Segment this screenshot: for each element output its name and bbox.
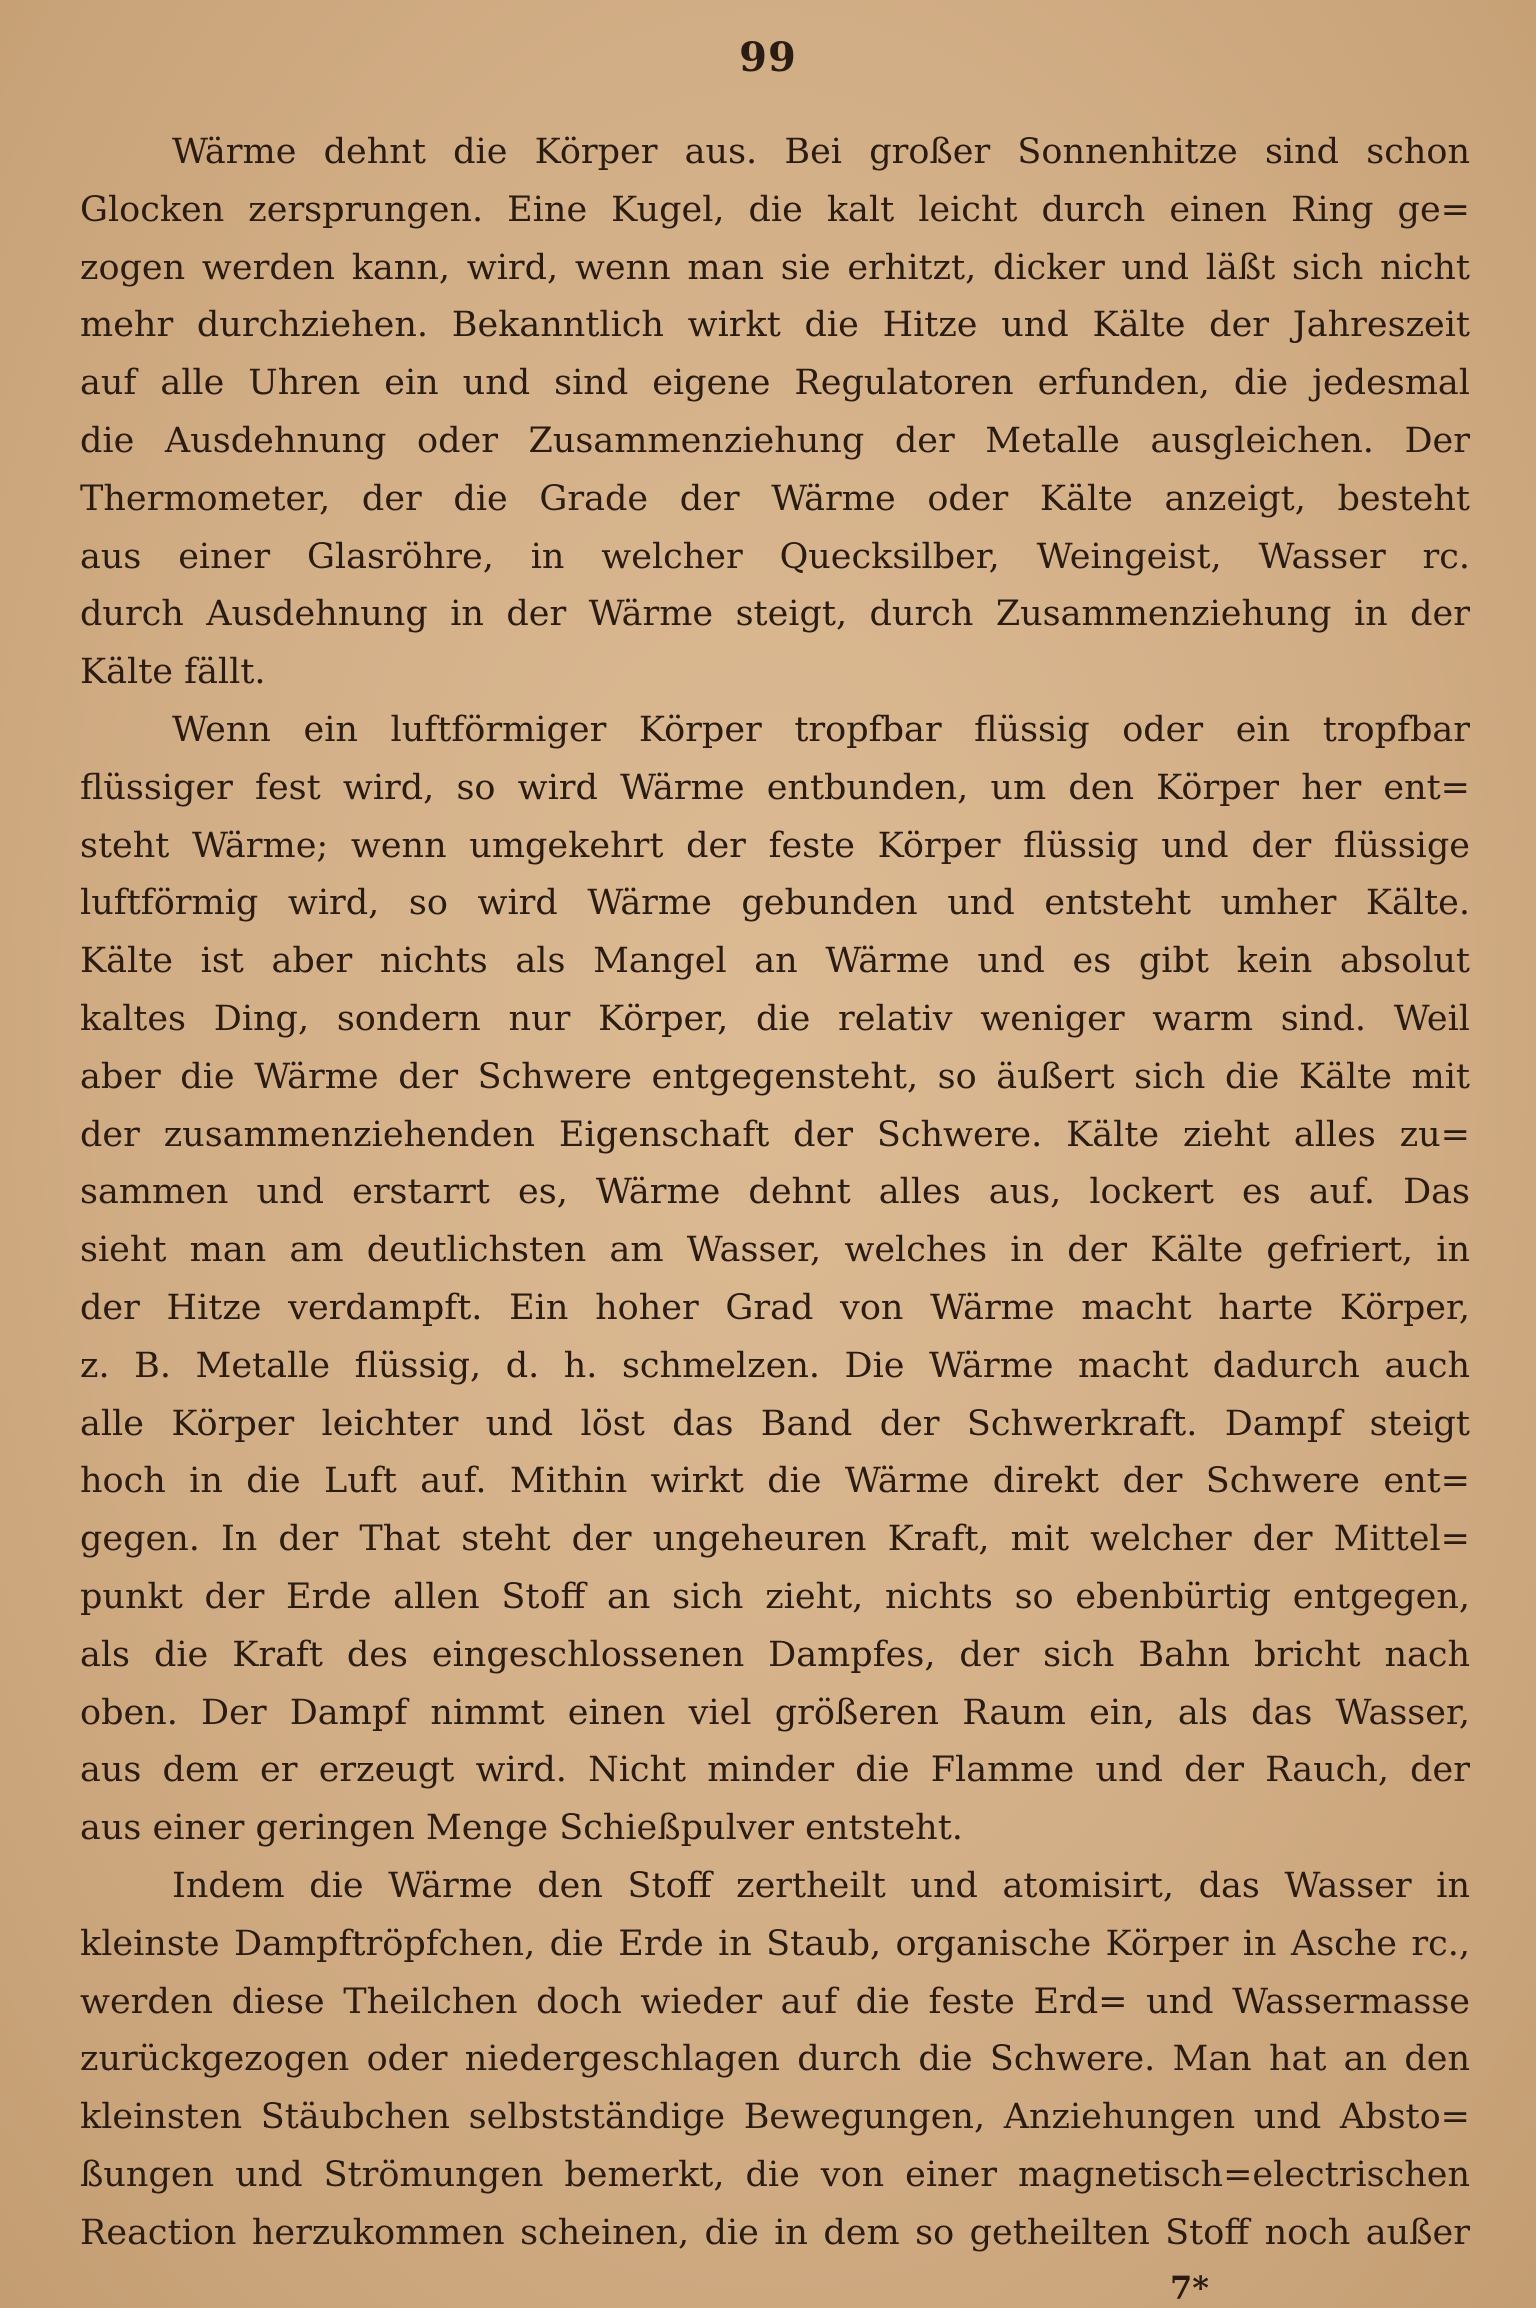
text-line: zurückgezogen oder niedergeschlagen durch die Schwere. Man hat an den [80,2039,1470,2080]
body-text [80,124,1470,2262]
text-line: aus dem er erzeugt wird. Nicht minder die Flamme und der Rauch, der [80,1750,1470,1791]
text-line: aber die Wärme der Schwere entgegensteht, so äußert sich die Kälte mit [80,1056,1470,1097]
text-line: als die Kraft des eingeschlossenen Dampfes, der sich Bahn bricht nach [80,1634,1470,1675]
text-line: ßungen und Strömungen bemerkt, die von einer magnetisch=electrischen [80,2154,1470,2195]
text-line: zogen werden kann, wird, wenn man sie erhitzt, dicker und läßt sich nicht [80,247,1470,288]
signature-mark: 7* [1170,2269,1209,2307]
text-line: sammen und erstarrt es, Wärme dehnt alles aus, lockert es auf. Das [80,1172,1470,1213]
text-line: aus einer geringen Menge Schießpulver entsteht. [80,1808,963,1849]
text-line: durch Ausdehnung in der Wärme steigt, durch Zusammenziehung in der [80,594,1470,635]
text-line: der zusammenziehenden Eigenschaft der Schwere. Kälte zieht alles zu= [80,1114,1470,1155]
text-line: der Hitze verdampft. Ein hoher Grad von Wärme macht harte Körper, [80,1287,1470,1328]
text-line: luftförmig wird, so wird Wärme gebunden und entsteht umher Kälte. [80,883,1470,924]
text-line: Wenn ein luftförmiger Körper tropfbar flüssig oder ein tropfbar [172,709,1470,750]
text-line: Kälte fällt. [80,652,266,693]
text-line: kleinsten Stäubchen selbstständige Bewegungen, Anziehungen und Absto= [80,2097,1470,2138]
text-line: kleinste Dampftröpfchen, die Erde in Staub, organische Körper in Asche rc., [80,1923,1470,1964]
page-number: 99 [739,34,797,81]
text-line: gegen. In der That steht der ungeheuren Kraft, mit welcher der Mittel= [80,1519,1470,1560]
text-line: Reaction herzukommen scheinen, die in dem so getheilten Stoff noch außer [80,2212,1470,2253]
text-line: mehr durchziehen. Bekanntlich wirkt die Hitze und Kälte der Jahreszeit [80,305,1470,346]
text-line: steht Wärme; wenn umgekehrt der feste Körper flüssig und der flüssige [80,825,1470,866]
text-line: Wärme dehnt die Körper aus. Bei großer Sonnenhitze sind schon [172,132,1470,172]
text-line: sieht man am deutlichsten am Wasser, welches in der Kälte gefriert, in [80,1230,1470,1271]
text-line: oben. Der Dampf nimmt einen viel größeren Raum ein, als das Wasser, [80,1692,1470,1733]
text-line: werden diese Theilchen doch wieder auf die feste Erd= und Wassermasse [80,1981,1470,2022]
text-line: alle Körper leichter und löst das Band der Schwerkraft. Dampf steigt [80,1403,1470,1444]
text-line: flüssiger fest wird, so wird Wärme entbunden, um den Körper her ent= [80,767,1470,808]
text-line: Kälte ist aber nichts als Mangel an Wärme und es gibt kein absolut [80,941,1470,982]
text-line: kaltes Ding, sondern nur Körper, die relativ weniger warm sind. Weil [80,998,1470,1039]
text-line: z. B. Metalle flüssig, d. h. schmelzen. Die Wärme macht dadurch auch [80,1345,1470,1386]
text-line: Thermometer, der die Grade der Wärme oder Kälte anzeigt, besteht [80,478,1470,519]
text-line: punkt der Erde allen Stoff an sich zieht, nichts so ebenbürtig entgegen, [80,1576,1470,1617]
text-line: die Ausdehnung oder Zusammenziehung der Metalle ausgleichen. Der [80,420,1470,461]
text-line: aus einer Glasröhre, in welcher Quecksilber, Weingeist, Wasser rc. [80,536,1470,577]
text-line: Glocken zersprungen. Eine Kugel, die kalt leicht durch einen Ring ge= [80,189,1470,230]
text-line: auf alle Uhren ein und sind eigene Regulatoren erfunden, die jedesmal [80,363,1470,404]
text-line: hoch in die Luft auf. Mithin wirkt die Wärme direkt der Schwere ent= [80,1461,1470,1502]
text-line: Indem die Wärme den Stoff zertheilt und atomisirt, das Wasser in [172,1865,1470,1906]
